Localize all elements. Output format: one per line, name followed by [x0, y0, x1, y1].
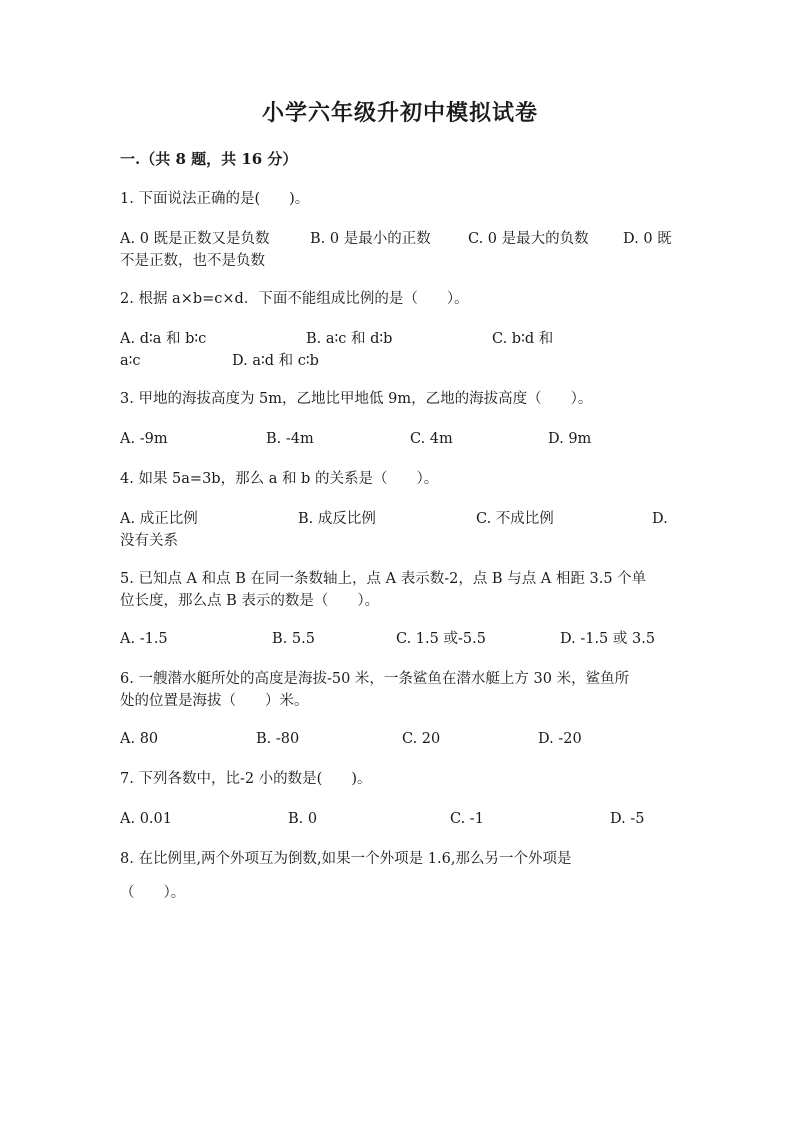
option-d: D. -5	[610, 811, 645, 827]
question-7-options	[120, 808, 680, 830]
question-8-stem-line-1: 8. 在比例里,两个外项互为倒数,如果一个外项是 1.6,那么另一个外项是	[120, 851, 572, 867]
option-c: C. 20	[402, 731, 441, 747]
option-a: A. -1.5	[120, 631, 168, 647]
option-a: A. 成正比例	[120, 511, 198, 527]
option-c-continued: a∶c	[120, 353, 141, 369]
option-a: A. 0 既是正数又是负数	[120, 231, 270, 247]
option-c: C. 0 是最大的负数	[468, 231, 589, 247]
option-b: B. a∶c 和 d∶b	[306, 331, 393, 347]
question-3-stem: 3. 甲地的海拔高度为 5m，乙地比甲地低 9m，乙地的海拔高度（ ）。	[120, 391, 593, 407]
question-5-stem-line-2: 位长度，那么点 B 表示的数是（ ）。	[120, 593, 380, 609]
option-d: D. 0 既	[623, 231, 672, 247]
option-d: D.	[652, 511, 668, 527]
question-6-stem-line-1: 6. 一艘潜水艇所处的高度是海拔-50 米，一条鲨鱼在潜水艇上方 30 米，鲨鱼所	[120, 671, 630, 687]
question-6-options	[120, 728, 680, 750]
option-a: A. 0.01	[120, 811, 172, 827]
option-b: B. 0 是最小的正数	[310, 231, 431, 247]
section-heading: 一.（共 8 题，共 16 分）	[120, 150, 298, 168]
question-8-stem-line-2: （ ）。	[120, 885, 186, 901]
option-d-continued: 不是正数，也不是负数	[120, 253, 265, 269]
question-5-stem	[120, 568, 680, 612]
option-c: C. 不成比例	[476, 511, 554, 527]
option-b: B. 5.5	[272, 631, 315, 647]
question-5-stem-line-1: 5. 已知点 A 和点 B 在同一条数轴上，点 A 表示数-2，点 B 与点 A 相距 3.5 个单	[120, 571, 647, 587]
question-4-options	[120, 508, 680, 552]
question-1-stem: 1. 下面说法正确的是( )。	[120, 191, 310, 207]
question-3-options	[120, 428, 680, 450]
option-d: D. a∶d 和 c∶b	[232, 353, 319, 369]
question-2-options	[120, 328, 680, 372]
option-d: D. 9m	[548, 431, 592, 447]
option-b: B. 0	[288, 811, 318, 827]
question-7-stem: 7. 下列各数中，比-2 小的数是( )。	[120, 771, 372, 787]
question-8-stem	[120, 848, 680, 904]
question-4-stem: 4. 如果 5a=3b，那么 a 和 b 的关系是（ ）。	[120, 471, 439, 487]
option-d: D. -20	[538, 731, 582, 747]
option-b: B. -4m	[266, 431, 314, 447]
option-d-continued: 没有关系	[120, 533, 178, 549]
question-5-options	[120, 628, 680, 650]
option-d: D. -1.5 或 3.5	[560, 631, 656, 647]
question-6-stem-line-2: 处的位置是海拔（ ）米。	[120, 693, 309, 709]
option-a: A. 80	[120, 731, 159, 747]
option-a: A. d∶a 和 b∶c	[120, 331, 207, 347]
option-b: B. -80	[256, 731, 300, 747]
question-1-options	[120, 228, 680, 272]
question-6-stem	[120, 668, 680, 712]
option-c: C. 4m	[410, 431, 453, 447]
option-a: A. -9m	[120, 431, 168, 447]
page-title: 小学六年级升初中模拟试卷	[261, 100, 538, 126]
option-c: C. 1.5 或-5.5	[396, 631, 486, 647]
option-c: C. b∶d 和	[492, 331, 554, 347]
option-b: B. 成反比例	[298, 511, 376, 527]
option-c: C. -1	[450, 811, 484, 827]
question-2-stem: 2. 根据 a×b=c×d．下面不能组成比例的是（ ）。	[120, 291, 469, 307]
